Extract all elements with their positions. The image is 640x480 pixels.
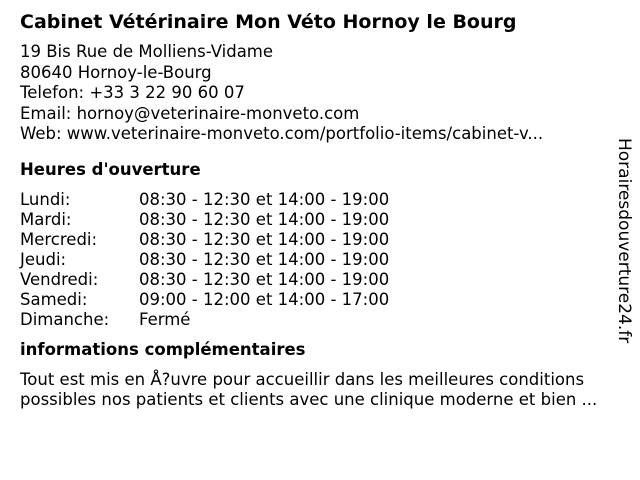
side-brand-text: Horairesdouverture24.fr	[614, 138, 634, 344]
info-title: informations complémentaires	[20, 339, 306, 359]
hours-row	[20, 270, 616, 290]
hours-row	[20, 250, 616, 270]
side-brand	[612, 134, 636, 348]
info-line-2: possibles nos patients et clients avec une clinique moderne et bien ...	[20, 390, 598, 409]
hours-day: Mercredi:	[20, 229, 98, 249]
hours-day: Dimanche:	[20, 309, 110, 329]
hours-row	[20, 310, 616, 330]
info-line-1: Tout est mis en Å?uvre pour accueillir dans les meilleures conditions	[20, 369, 585, 389]
info-description	[20, 370, 616, 411]
web-text: Web: www.veterinaire-monveto.com/portfolio-items/cabinet-v...	[20, 124, 544, 143]
email-text: Email: hornoy@veterinaire-monveto.com	[20, 103, 360, 123]
hours-day: Vendredi:	[20, 269, 99, 289]
hours-row	[20, 290, 616, 310]
phone-text: Telefon: +33 3 22 90 60 07	[20, 83, 245, 102]
hours-time: Fermé	[139, 309, 191, 329]
address-line-2: 80640 Hornoy-le-Bourg	[20, 62, 212, 82]
hours-time: 08:30 - 12:30 et 14:00 - 19:00	[139, 269, 390, 289]
hours-day: Jeudi:	[20, 249, 67, 269]
hours-time: 09:00 - 12:00 et 14:00 - 17:00	[139, 289, 390, 309]
hours-list	[20, 190, 616, 330]
hours-day: Mardi:	[20, 209, 72, 229]
hours-row	[20, 210, 616, 230]
hours-time: 08:30 - 12:30 et 14:00 - 19:00	[139, 189, 390, 209]
hours-day: Lundi:	[20, 189, 71, 209]
business-card	[20, 10, 616, 411]
hours-time: 08:30 - 12:30 et 14:00 - 19:00	[139, 249, 390, 269]
page-title: Cabinet Vétérinaire Mon Véto Hornoy le Bourg	[20, 11, 517, 33]
hours-time: 08:30 - 12:30 et 14:00 - 19:00	[139, 209, 390, 229]
hours-day: Samedi:	[20, 289, 88, 309]
hours-title: Heures d'ouverture	[20, 159, 201, 179]
address-line-1: 19 Bis Rue de Molliens-Vidame	[20, 42, 274, 61]
hours-row	[20, 190, 616, 210]
hours-row	[20, 230, 616, 250]
hours-time: 08:30 - 12:30 et 14:00 - 19:00	[139, 229, 390, 249]
